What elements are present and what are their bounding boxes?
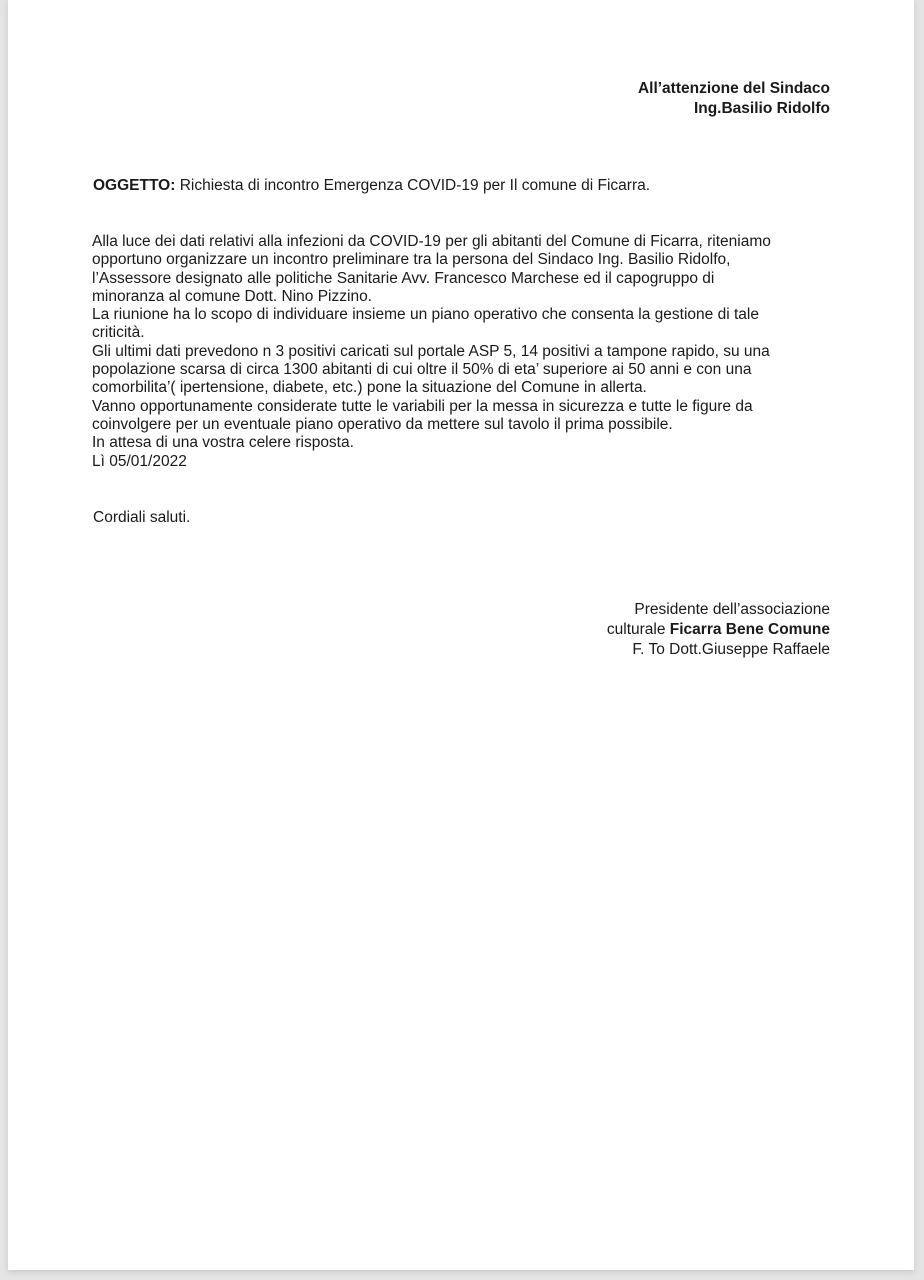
body-line: Vanno opportunamente considerate tutte le variabili per la messa in sicurezza e tutte le figure da [92, 397, 753, 415]
signature-line-1: Presidente dell’associazione [634, 601, 830, 618]
letter-page [8, 0, 914, 1270]
signature-line-2 [607, 620, 830, 640]
date-line: Lì 05/01/2022 [92, 452, 187, 470]
body-line: minoranza al comune Dott. Nino Pizzino. [92, 287, 372, 305]
signature-block [607, 600, 830, 660]
signature-line-3: F. To Dott.Giuseppe Raffaele [632, 641, 830, 658]
addressee-block [638, 79, 830, 119]
addressee-line-1: All’attenzione del Sindaco [637, 80, 830, 97]
body-line: Alla luce dei dati relativi alla infezioni da COVID-19 per gli abitanti del Comune di Ficarra, riteniamo [92, 233, 771, 250]
subject-line [93, 176, 650, 196]
organization-name: Ficarra Bene Comune [669, 621, 830, 638]
subject-label: OGGETTO: [93, 177, 176, 194]
body-line: Gli ultimi dati prevedono n 3 positivi caricati sul portale ASP 5, 14 positivi a tampone rapido, su una [92, 342, 770, 360]
body-line: coinvolgere per un eventuale piano operativo da mettere sul tavolo il prima possibile. [92, 415, 673, 433]
signature-prefix: culturale [606, 621, 670, 638]
subject-text: Richiesta di incontro Emergenza COVID-19 per Il comune di Ficarra. [175, 177, 651, 194]
body-line: comorbilita’( ipertensione, diabete, etc.) pone la situazione del Comune in allerta. [92, 379, 647, 397]
addressee-line-2: Ing.Basilio Ridolfo [693, 100, 830, 117]
body-line: In attesa di una vostra celere risposta. [92, 434, 354, 452]
body-line: La riunione ha lo scopo di individuare insieme un piano operativo che consenta la gestione di tale [92, 306, 759, 324]
letter-body [92, 233, 852, 471]
body-line: l’Assessore designato alle politiche Sanitarie Avv. Francesco Marchese ed il capogruppo di [92, 269, 715, 287]
closing-salutation: Cordiali saluti. [93, 509, 191, 526]
body-line: popolazione scarsa di circa 1300 abitanti di cui oltre il 50% di eta’ superiore ai 50 anni e con una [92, 361, 752, 379]
body-line: criticità. [92, 324, 145, 342]
body-line: opportuno organizzare un incontro preliminare tra la persona del Sindaco Ing. Basilio Ridolfo, [92, 251, 731, 269]
